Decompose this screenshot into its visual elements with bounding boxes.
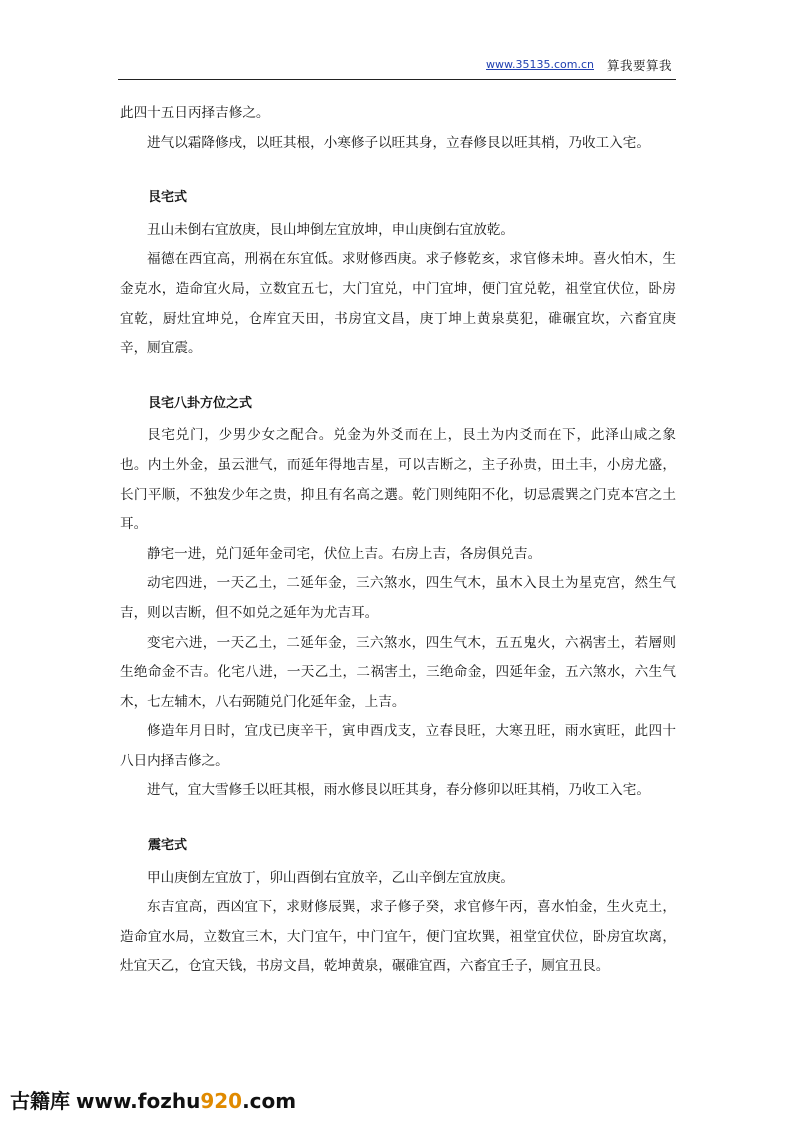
paragraph: 甲山庚倒左宜放丁，卯山酉倒右宜放辛，乙山辛倒左宜放庚。 [147, 869, 515, 886]
header-site-name: 算我要算我 [606, 58, 672, 73]
page-header [118, 55, 676, 80]
paragraph: 修造年月日时，宜戊已庚辛干，寅申酉戊支，立春艮旺，大寒丑旺，雨水寅旺，此四十八日内择吉修之。 [120, 723, 676, 769]
paragraph: 丑山未倒右宜放庚，艮山坤倒左宜放坤，申山庚倒右宜放乾。 [147, 221, 515, 238]
footer-url-suffix: .com [242, 1089, 297, 1113]
paragraph: 进气以霜降修戌，以旺其根，小寒修子以旺其身，立春修艮以旺其梢，乃收工入宅。 [147, 134, 650, 151]
document-body [120, 99, 676, 982]
paragraph: 东吉宜高，西凶宜下，求财修辰巽，求子修子癸，求官修午丙，喜水怕金，生火克土，造命宜水局，立数宜三木，大门宜午，中门宜午，便门宜坎巽，祖堂宜伏位，卧房宜坎离，灶宜天乙，仓宜天钱，书房文昌，乾坤黄泉，碾碓宜酉，六畜宜壬子，厕宜丑艮。 [120, 899, 676, 975]
paragraph: 变宅六进，一天乙土，二延年金，三六煞水，四生气木，五五鬼火，六祸害土，若層则生绝命金不吉。化宅八进，一天乙土，二祸害土，三绝命金，四延年金，五六煞水，六生气木，七左辅木，八右弼随兑门化延年金，上吉。 [120, 634, 676, 710]
paragraph: 动宅四进，一天乙土，二延年金，三六煞水，四生气木，虽木入艮土为星克宫，然生气吉，则以吉断，但不如兑之延年为尤吉耳。 [120, 575, 676, 621]
paragraph: 此四十五日丙择吉修之。 [120, 105, 270, 121]
paragraph: 静宅一进，兑门延年金司宅，伏位上吉。右房上吉，各房俱兑吉。 [147, 545, 542, 562]
paragraph: 福德在西宜高，刑祸在东宜低。求财修西庚。求子修乾亥，求官修未坤。喜火怕木，生金克水，造命宜火局，立数宜五七，大门宜兑，中门宜坤，便门宜兑乾，祖堂宜伏位，卧房宜乾，厨灶宜坤兑，仓库宜天田，书房宜文昌，庚丁坤上黄泉莫犯，碓碾宜坎，六畜宜庚辛，厕宜震。 [120, 251, 676, 357]
footer-watermark [10, 1085, 296, 1114]
section-heading: 震宅式 [148, 838, 188, 854]
header-url-link[interactable]: www.35135.com.cn [486, 58, 594, 71]
footer-url-number: 920 [200, 1089, 243, 1113]
paragraph: 艮宅兑门，少男少女之配合。兑金为外爻而在上，艮土为内爻而在下，此泽山咸之象也。内土外金，虽云泄气，而延年得地吉星，可以吉断之，主子孙贵，田土丰，小房尤盛，长门平顺，不独发少年之贵，抑且有名高之選。乾门则纯阳不化，切忌震巽之门克本宫之土耳。 [120, 427, 676, 533]
footer-url-prefix: www.fozhu [76, 1089, 201, 1113]
section-heading: 艮宅式 [148, 190, 188, 206]
footer-site-name: 古籍库 [10, 1089, 70, 1113]
paragraph: 进气，宜大雪修壬以旺其根，雨水修艮以旺其身，春分修卯以旺其梢，乃收工入宅。 [147, 782, 650, 799]
section-heading: 艮宅八卦方位之式 [148, 395, 253, 411]
